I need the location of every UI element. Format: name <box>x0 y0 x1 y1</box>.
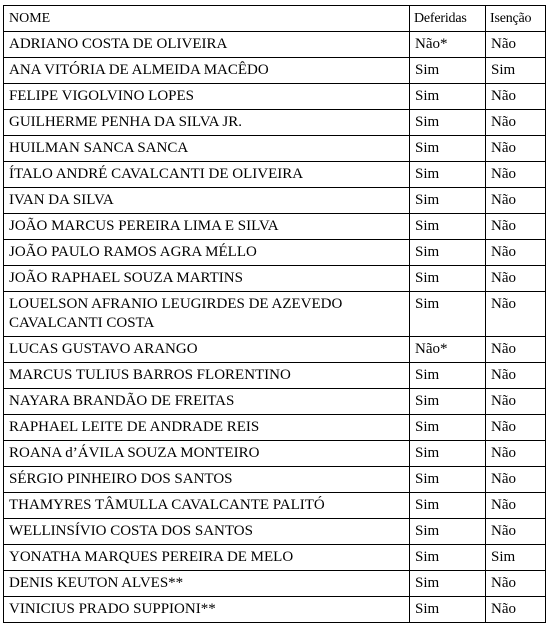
header-isencao: Isenção <box>486 6 546 32</box>
cell-isencao: Não <box>486 110 546 136</box>
cell-deferidas: Sim <box>410 493 486 519</box>
cell-deferidas: Não* <box>410 32 486 58</box>
cell-deferidas: Sim <box>410 136 486 162</box>
cell-deferidas: Não* <box>410 337 486 363</box>
header-deferidas: Deferidas <box>410 6 486 32</box>
cell-deferidas: Sim <box>410 597 486 623</box>
table-row <box>4 415 546 441</box>
cell-deferidas: Sim <box>410 162 486 188</box>
cell-name: LOUELSON AFRANIO LEUGIRDES DE AZEVEDO CAVALCANTI COSTA <box>4 292 410 337</box>
cell-name: DENIS KEUTON ALVES** <box>4 571 410 597</box>
cell-isencao: Não <box>486 240 546 266</box>
cell-isencao: Não <box>486 292 546 337</box>
cell-deferidas: Sim <box>410 441 486 467</box>
cell-deferidas: Sim <box>410 292 486 337</box>
cell-isencao: Sim <box>486 58 546 84</box>
table-header <box>4 6 546 32</box>
cell-isencao: Não <box>486 467 546 493</box>
cell-isencao: Não <box>486 493 546 519</box>
table-row <box>4 519 546 545</box>
cell-isencao: Não <box>486 519 546 545</box>
table-row <box>4 441 546 467</box>
cell-isencao: Não <box>486 214 546 240</box>
cell-isencao: Não <box>486 415 546 441</box>
cell-deferidas: Sim <box>410 389 486 415</box>
cell-name: SÉRGIO PINHEIRO DOS SANTOS <box>4 467 410 493</box>
cell-name: JOÃO PAULO RAMOS AGRA MÉLLO <box>4 240 410 266</box>
table-row <box>4 337 546 363</box>
table-row <box>4 597 546 623</box>
table-row <box>4 58 546 84</box>
cell-isencao: Não <box>486 188 546 214</box>
cell-isencao: Sim <box>486 545 546 571</box>
candidates-table <box>3 5 546 623</box>
cell-isencao: Não <box>486 571 546 597</box>
cell-name: ÍTALO ANDRÉ CAVALCANTI DE OLIVEIRA <box>4 162 410 188</box>
table-row <box>4 292 546 337</box>
cell-isencao: Não <box>486 363 546 389</box>
cell-name: RAPHAEL LEITE DE ANDRADE REIS <box>4 415 410 441</box>
cell-isencao: Não <box>486 337 546 363</box>
table-body <box>4 32 546 623</box>
cell-name: FELIPE VIGOLVINO LOPES <box>4 84 410 110</box>
cell-name: THAMYRES TÂMULLA CAVALCANTE PALITÓ <box>4 493 410 519</box>
table-row <box>4 214 546 240</box>
cell-name: VINICIUS PRADO SUPPIONI** <box>4 597 410 623</box>
cell-deferidas: Sim <box>410 363 486 389</box>
cell-name: ANA VITÓRIA DE ALMEIDA MACÊDO <box>4 58 410 84</box>
cell-deferidas: Sim <box>410 571 486 597</box>
cell-isencao: Não <box>486 597 546 623</box>
cell-deferidas: Sim <box>410 58 486 84</box>
cell-name: IVAN DA SILVA <box>4 188 410 214</box>
cell-name: MARCUS TULIUS BARROS FLORENTINO <box>4 363 410 389</box>
table-row <box>4 571 546 597</box>
document-page <box>3 5 546 623</box>
cell-isencao: Não <box>486 84 546 110</box>
cell-name: NAYARA BRANDÃO DE FREITAS <box>4 389 410 415</box>
table-row <box>4 266 546 292</box>
table-row <box>4 188 546 214</box>
cell-isencao: Não <box>486 32 546 58</box>
cell-deferidas: Sim <box>410 214 486 240</box>
table-row <box>4 136 546 162</box>
cell-name: GUILHERME PENHA DA SILVA JR. <box>4 110 410 136</box>
cell-deferidas: Sim <box>410 545 486 571</box>
cell-isencao: Não <box>486 441 546 467</box>
table-row <box>4 493 546 519</box>
cell-deferidas: Sim <box>410 467 486 493</box>
cell-deferidas: Sim <box>410 519 486 545</box>
cell-name: WELLINSÍVIO COSTA DOS SANTOS <box>4 519 410 545</box>
table-row <box>4 467 546 493</box>
cell-name: YONATHA MARQUES PEREIRA DE MELO <box>4 545 410 571</box>
table-row <box>4 162 546 188</box>
table-row <box>4 110 546 136</box>
cell-deferidas: Sim <box>410 110 486 136</box>
cell-isencao: Não <box>486 136 546 162</box>
cell-name: JOÃO MARCUS PEREIRA LIMA E SILVA <box>4 214 410 240</box>
cell-name: JOÃO RAPHAEL SOUZA MARTINS <box>4 266 410 292</box>
header-row <box>4 6 546 32</box>
table-row <box>4 545 546 571</box>
cell-deferidas: Sim <box>410 266 486 292</box>
table-row <box>4 363 546 389</box>
cell-name: HUILMAN SANCA SANCA <box>4 136 410 162</box>
cell-deferidas: Sim <box>410 415 486 441</box>
table-row <box>4 84 546 110</box>
table-row <box>4 32 546 58</box>
cell-name: LUCAS GUSTAVO ARANGO <box>4 337 410 363</box>
cell-name: ADRIANO COSTA DE OLIVEIRA <box>4 32 410 58</box>
cell-name: ROANA d’ÁVILA SOUZA MONTEIRO <box>4 441 410 467</box>
header-name: NOME <box>4 6 410 32</box>
cell-isencao: Não <box>486 266 546 292</box>
cell-isencao: Não <box>486 389 546 415</box>
cell-deferidas: Sim <box>410 240 486 266</box>
cell-deferidas: Sim <box>410 84 486 110</box>
cell-deferidas: Sim <box>410 188 486 214</box>
cell-isencao: Não <box>486 162 546 188</box>
table-row <box>4 240 546 266</box>
table-row <box>4 389 546 415</box>
